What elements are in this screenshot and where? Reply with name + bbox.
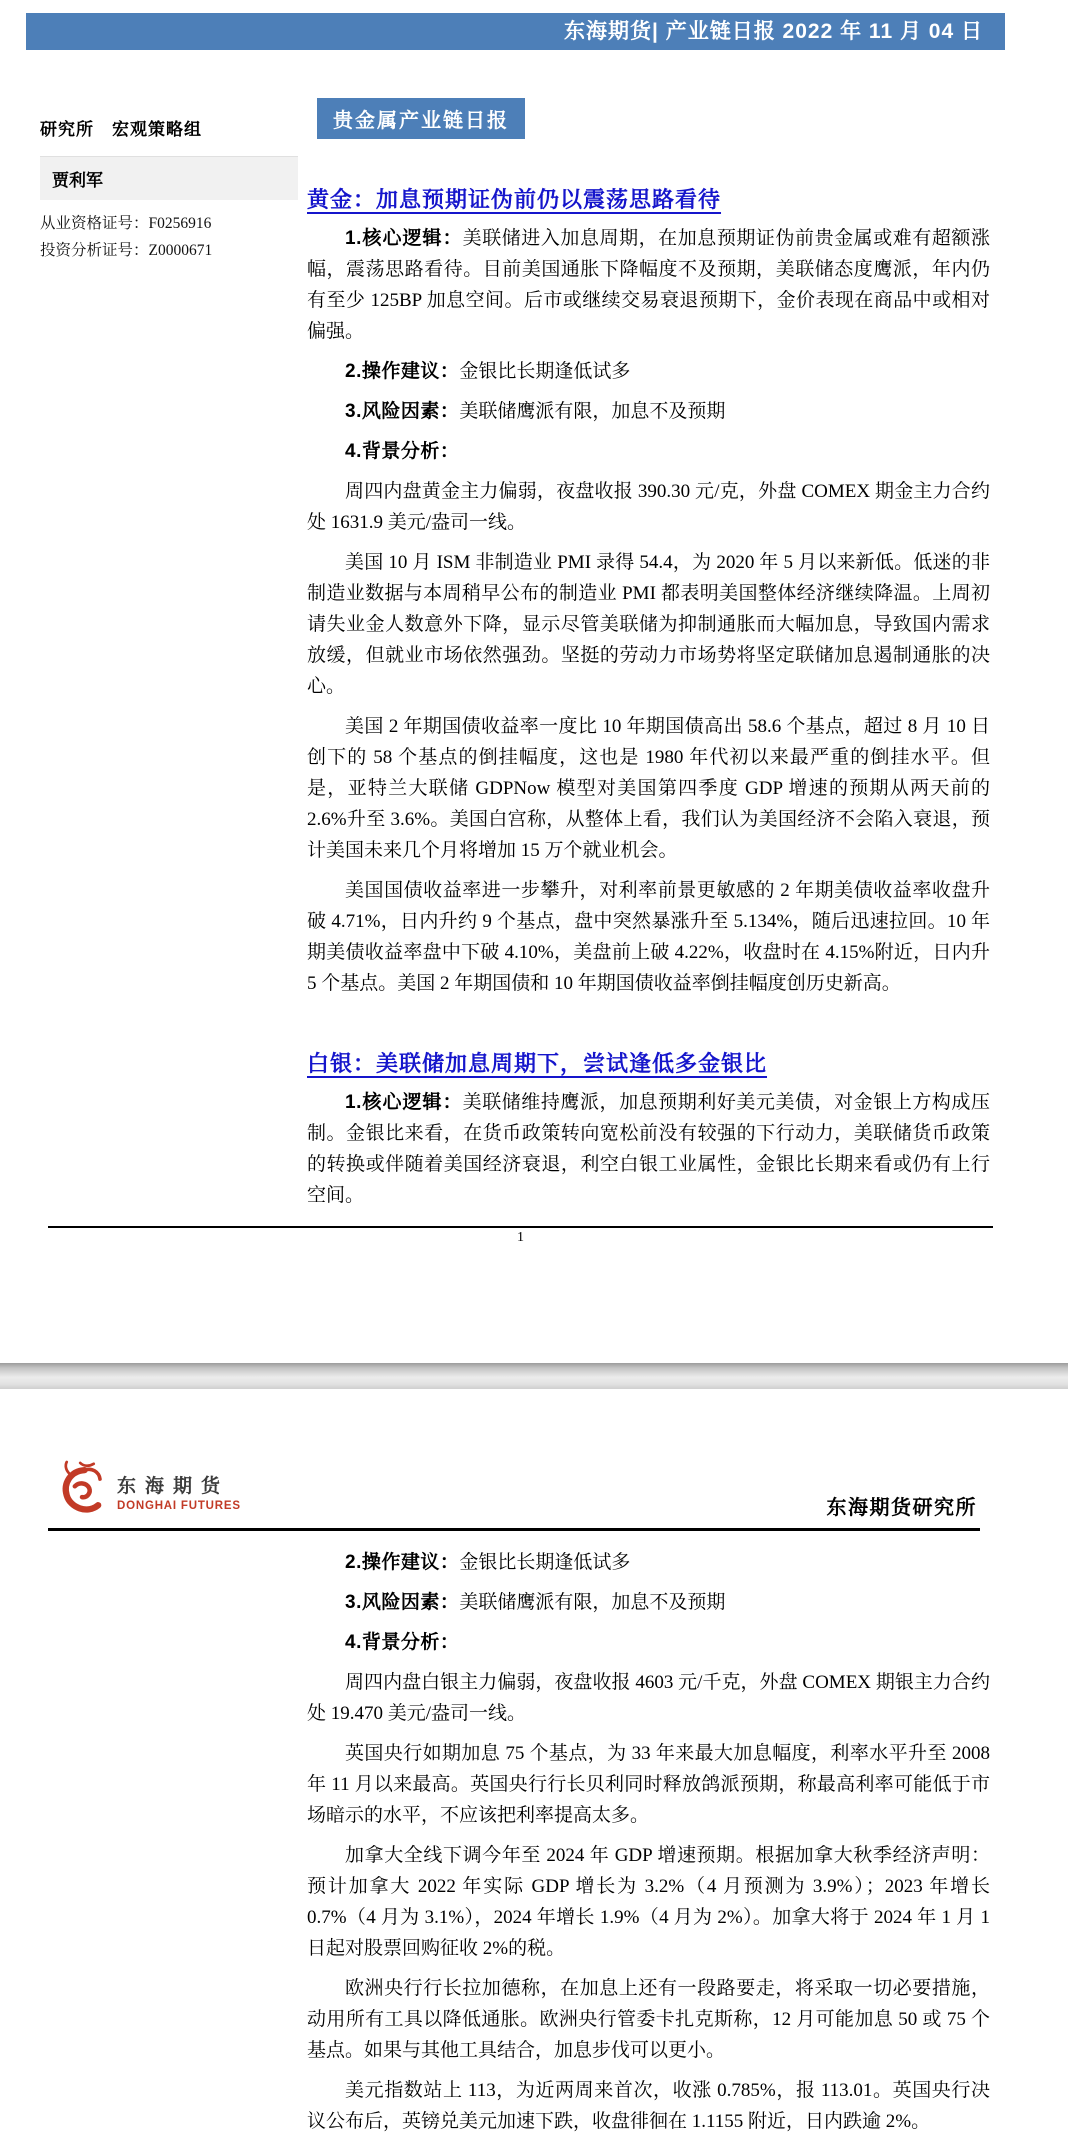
report-page-2 [0,1389,1068,2155]
body-paragraph: 美国 10 月 ISM 非制造业 PMI 录得 54.4，为 2020 年 5 月以来新低。低迷的非制造业数据与本周稍早公布的制造业 PMI 都表明美国整体经济继续降温。上周初请失业金人数意外下降，显示尽管美联储为抑制通胀而大幅加息，导致国内需求放缓，但就业市场依然强劲。坚挺的劳动力市场势将坚定联储加息遏制通胀的决心。 [307,552,990,697]
body-paragraph: 英国央行如期加息 75 个基点，为 33 年来最大加息幅度，利率水平升至 2008 年 11 月以来最高。英国央行行长贝利同时释放鸽派预期，称最高利率可能低于市场暗示的水平，不应该把利率提高太多。 [307,1743,990,1826]
logo-chinese-name: 东海期货 [117,1476,230,1497]
analysis-cert-number: 投资分析证号：Z0000671 [40,242,213,259]
item-label: 2.操作建议： [345,1552,460,1573]
body-paragraph: 美元指数站上 113，为近两周来首次，收涨 0.785%，报 113.01。英国央行决议公布后，英镑兑美元加速下跌，收盘徘徊在 1.1155 附近，日内跌逾 2%。 [307,2080,990,2132]
list-item [307,1587,990,1618]
logo-english-name: DONGHAI FUTURES [117,1500,241,1512]
body-paragraph: 加拿大全线下调今年至 2024 年 GDP 增速预期。根据加拿大秋季经济声明：预计加拿大 2022 年实际 GDP 增长为 3.2%（4 月预测为 3.9%）；2023 年增长 0.7%（4 月为 3.1%），2024 年增长 1.9%（4 月为 2%）。加拿大将于 2024 年 1 月 1 日起对股票回购征收 2%的税。 [307,1845,990,1959]
report-banner: 东海期货| 产业链日报 2022 年 11 月 04 日 [26,13,1005,50]
item-label: 3.风险因素： [345,401,460,422]
list-item [307,1547,990,1578]
list-item [307,223,990,347]
page2-body [307,1547,990,2137]
body-paragraph: 周四内盘黄金主力偏弱，夜盘收报 390.30 元/克，外盘 COMEX 期金主力合约处 1631.9 美元/盎司一线。 [307,481,990,533]
body-paragraph: 美国国债收益率进一步攀升，对利率前景更敏感的 2 年期美债收益率收盘升破 4.71%，日内升约 9 个基点，盘中突然暴涨升至 5.134%，随后迅速拉回。10 年期美债收益率盘中下破 4.10%，美盘前上破 4.22%，收盘时在 4.15%附近，日内升 5 个基点。美国 2 年期国债和 10 年期国债收益率倒挂幅度创历史新高。 [307,880,990,994]
practice-cert-number: 从业资格证号：F0256916 [40,215,212,232]
page-separator [0,1363,1068,1389]
item-label: 2.操作建议： [345,361,460,382]
body-paragraph: 周四内盘白银主力偏弱，夜盘收报 4603 元/千克，外盘 COMEX 期银主力合约处 19.470 美元/盎司一线。 [307,1672,990,1724]
report-category-tag: 贵金属产业链日报 [317,98,525,139]
header-rule [48,1528,980,1531]
research-institute-label: 东海期货研究所 [826,1497,977,1519]
footer-rule [48,1226,993,1228]
logo-wordmark [117,1471,241,1512]
item-label: 4.背景分析： [345,1632,460,1653]
silver-section-headline: 白银：美联储加息周期下，尝试逢低多金银比 [307,1051,768,1076]
list-item [307,396,990,427]
item-text: 金银比长期逢低试多 [459,1552,631,1573]
item-text: 美联储进入加息周期，在加息预期证伪前贵金属或难有超额涨幅，震荡思路看待。目前美国通胀下降幅度不及预期，美联储态度鹰派，年内仍有至少 125BP 加息空间。后市或继续交易衰退预期下，金价表现在商品中或相对偏强。 [307,228,990,342]
page2-header [55,1459,977,1524]
company-logo [55,1459,241,1524]
dragon-logo-icon [55,1459,109,1524]
item-label: 1.核心逻辑： [345,228,463,249]
list-item [307,436,990,467]
item-label: 3.风险因素： [345,1592,460,1613]
item-text: 美联储维持鹰派，加息预期利好美元美债，对金银上方构成压制。金银比来看，在货币政策转向宽松前没有较强的下行动力，美联储货币政策的转换或伴随着美国经济衰退，利空白银工业属性，金银比长期来看或仍有上行空间。 [307,1092,990,1206]
analyst-certificates [40,210,307,264]
body-paragraph: 美国 2 年期国债收益率一度比 10 年期国债高出 58.6 个基点，超过 8 月 10 日创下的 58 个基点的倒挂幅度，这也是 1980 年代初以来最严重的倒挂水平。但是，亚特兰大联储 GDPNow 模型对美国第四季度 GDP 增速的预期从两天前的 2.6%升至 3.6%。美国白宫称，从整体上看，我们认为美国经济不会陷入衰退，预计美国未来几个月将增加 15 万个就业机会。 [307,716,990,861]
item-text: 美联储鹰派有限，加息不及预期 [459,1592,726,1613]
body-paragraph: 欧洲央行行长拉加德称，在加息上还有一段路要走，将采取一切必要措施，动用所有工具以降低通胀。欧洲央行管委卡扎克斯称，12 月可能加息 50 或 75 个基点。如果与其他工具结合，加息步伐可以更小。 [307,1978,990,2061]
department-label: 研究所 宏观策略组 [40,120,202,139]
list-item [307,1087,990,1211]
item-text: 金银比长期逢低试多 [459,361,631,382]
analyst-box [40,156,298,200]
gold-section-headline: 黄金：加息预期证伪前仍以震荡思路看待 [307,187,722,212]
item-label: 4.背景分析： [345,441,460,462]
report-body [307,98,990,1220]
author-sidebar [40,98,307,1220]
content-columns [40,98,1068,1220]
list-item [307,1627,990,1658]
item-text: 美联储鹰派有限，加息不及预期 [459,401,726,422]
list-item [307,356,990,387]
item-label: 1.核心逻辑： [345,1092,463,1113]
analyst-name: 贾利军 [52,171,103,190]
page-footer [48,1226,993,1246]
page-number: 1 [517,1230,524,1245]
